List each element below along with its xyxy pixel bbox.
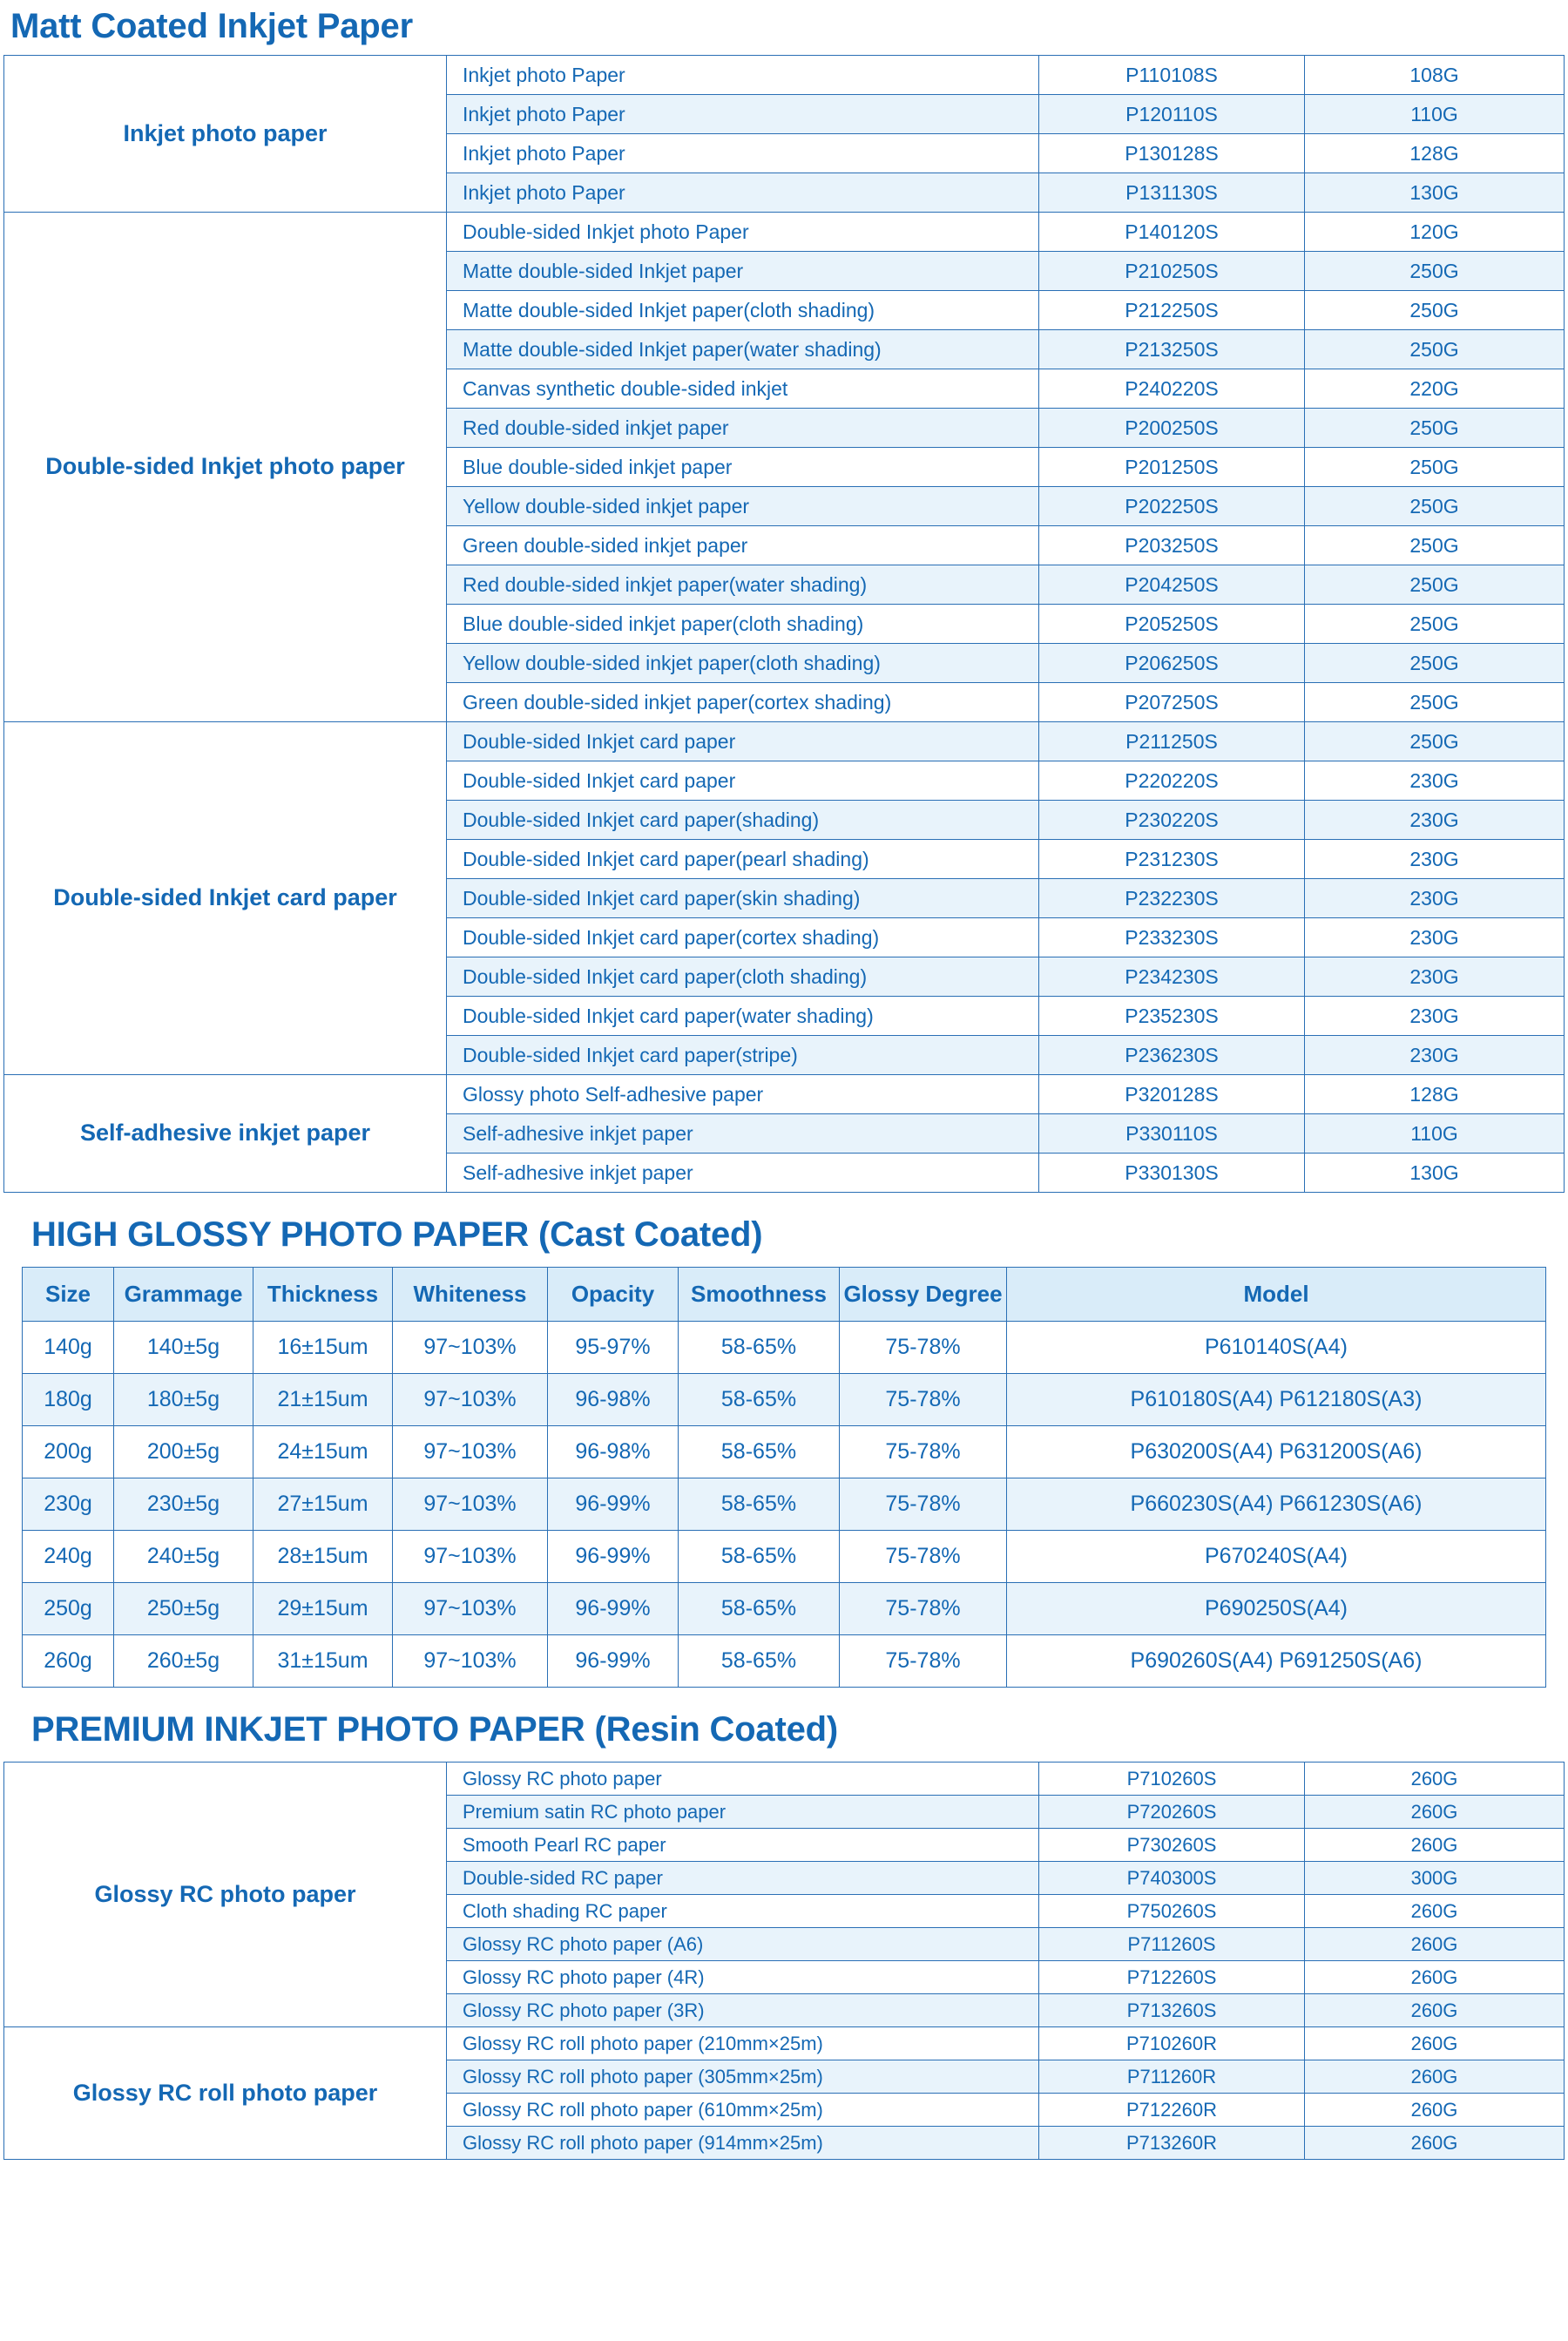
product-name-cell: Double-sided Inkjet photo Paper [447,213,1039,252]
spec-cell: 250g [23,1583,114,1635]
product-grammage-cell: 250G [1305,448,1565,487]
product-name-cell: Glossy RC roll photo paper (210mm×25m) [447,2027,1039,2060]
product-grammage-cell: 230G [1305,879,1565,918]
spec-cell: 95-97% [548,1322,679,1374]
product-grammage-cell: 230G [1305,761,1565,801]
product-model-cell: P710260S [1039,1763,1305,1796]
product-grammage-cell: 250G [1305,644,1565,683]
table-row [4,56,1565,95]
product-name-cell: Glossy RC roll photo paper (610mm×25m) [447,2094,1039,2127]
product-name-cell: Double-sided Inkjet card paper(cortex shading) [447,918,1039,957]
product-grammage-cell: 128G [1305,134,1565,173]
table-row [23,1426,1546,1478]
product-grammage-cell: 230G [1305,957,1565,997]
product-model-cell: P200250S [1039,409,1305,448]
spec-cell: P670240S(A4) [1007,1531,1546,1583]
product-grammage-cell: 260G [1305,1928,1565,1961]
product-name-cell: Matte double-sided Inkjet paper(cloth shading) [447,291,1039,330]
product-name-cell: Green double-sided inkjet paper [447,526,1039,565]
product-model-cell: P201250S [1039,448,1305,487]
product-grammage-cell: 108G [1305,56,1565,95]
product-name-cell: Double-sided Inkjet card paper(shading) [447,801,1039,840]
section-title-high-glossy: HIGH GLOSSY PHOTO PAPER (Cast Coated) [31,1215,763,1254]
spec-cell: 97~103% [393,1478,548,1531]
spec-cell: 75-78% [840,1426,1007,1478]
category-cell: Double-sided Inkjet card paper [4,722,447,1075]
table-row [4,1075,1565,1114]
product-name-cell: Double-sided Inkjet card paper(water shading) [447,997,1039,1036]
product-grammage-cell: 120G [1305,213,1565,252]
premium-rc-table [3,1762,1565,2160]
product-name-cell: Glossy RC photo paper (4R) [447,1961,1039,1994]
product-grammage-cell: 230G [1305,1036,1565,1075]
table-row [23,1531,1546,1583]
table-header-row [23,1268,1546,1322]
product-model-cell: P232230S [1039,879,1305,918]
product-name-cell: Inkjet photo Paper [447,95,1039,134]
spec-cell: P610180S(A4) P612180S(A3) [1007,1374,1546,1426]
product-grammage-cell: 110G [1305,1114,1565,1154]
matt-coated-body [4,56,1565,1193]
spec-cell: 31±15um [253,1635,393,1688]
product-grammage-cell: 130G [1305,1154,1565,1193]
product-name-cell: Glossy RC roll photo paper (914mm×25m) [447,2127,1039,2160]
spec-cell: 96-99% [548,1478,679,1531]
product-grammage-cell: 250G [1305,683,1565,722]
category-cell: Self-adhesive inkjet paper [4,1075,447,1193]
product-model-cell: P236230S [1039,1036,1305,1075]
category-cell: Glossy RC roll photo paper [4,2027,447,2160]
spec-cell: 29±15um [253,1583,393,1635]
product-grammage-cell: 260G [1305,1895,1565,1928]
product-model-cell: P712260R [1039,2094,1305,2127]
product-name-cell: Inkjet photo Paper [447,173,1039,213]
spec-cell: 58-65% [679,1531,840,1583]
product-model-cell: P330130S [1039,1154,1305,1193]
column-header: Thickness [253,1268,393,1322]
table-row [23,1478,1546,1531]
product-model-cell: P711260S [1039,1928,1305,1961]
product-grammage-cell: 250G [1305,330,1565,369]
spec-cell: P610140S(A4) [1007,1322,1546,1374]
spec-cell: 180g [23,1374,114,1426]
spec-cell: 97~103% [393,1426,548,1478]
spec-cell: 21±15um [253,1374,393,1426]
product-name-cell: Glossy RC photo paper (3R) [447,1994,1039,2027]
column-header: Grammage [114,1268,253,1322]
product-model-cell: P740300S [1039,1862,1305,1895]
spec-cell: 260g [23,1635,114,1688]
spec-cell: 96-98% [548,1426,679,1478]
product-model-cell: P233230S [1039,918,1305,957]
product-model-cell: P720260S [1039,1796,1305,1829]
product-model-cell: P235230S [1039,997,1305,1036]
spec-cell: 58-65% [679,1478,840,1531]
product-model-cell: P710260R [1039,2027,1305,2060]
product-name-cell: Red double-sided inkjet paper [447,409,1039,448]
product-model-cell: P206250S [1039,644,1305,683]
product-name-cell: Double-sided RC paper [447,1862,1039,1895]
product-grammage-cell: 260G [1305,2060,1565,2094]
product-name-cell: Green double-sided inkjet paper(cortex shading) [447,683,1039,722]
product-model-cell: P713260S [1039,1994,1305,2027]
product-name-cell: Matte double-sided Inkjet paper(water shading) [447,330,1039,369]
product-name-cell: Yellow double-sided inkjet paper [447,487,1039,526]
spec-cell: 230±5g [114,1478,253,1531]
product-name-cell: Double-sided Inkjet card paper(skin shading) [447,879,1039,918]
spec-cell: P690260S(A4) P691250S(A6) [1007,1635,1546,1688]
product-model-cell: P234230S [1039,957,1305,997]
product-model-cell: P210250S [1039,252,1305,291]
product-grammage-cell: 250G [1305,252,1565,291]
table-row [23,1635,1546,1688]
product-name-cell: Double-sided Inkjet card paper [447,722,1039,761]
table-row [4,213,1565,252]
spec-cell: 140g [23,1322,114,1374]
spec-cell: 97~103% [393,1531,548,1583]
product-name-cell: Inkjet photo Paper [447,134,1039,173]
spec-cell: 75-78% [840,1583,1007,1635]
column-header: Size [23,1268,114,1322]
product-grammage-cell: 130G [1305,173,1565,213]
product-model-cell: P204250S [1039,565,1305,605]
spec-cell: 75-78% [840,1478,1007,1531]
column-header: Opacity [548,1268,679,1322]
product-grammage-cell: 250G [1305,605,1565,644]
spec-cell: 200g [23,1426,114,1478]
product-model-cell: P213250S [1039,330,1305,369]
category-cell: Glossy RC photo paper [4,1763,447,2027]
product-name-cell: Glossy RC photo paper [447,1763,1039,1796]
column-header: Glossy Degree [840,1268,1007,1322]
product-model-cell: P205250S [1039,605,1305,644]
product-model-cell: P713260R [1039,2127,1305,2160]
product-name-cell: Inkjet photo Paper [447,56,1039,95]
product-grammage-cell: 260G [1305,2094,1565,2127]
product-grammage-cell: 300G [1305,1862,1565,1895]
product-model-cell: P712260S [1039,1961,1305,1994]
spec-cell: P630200S(A4) P631200S(A6) [1007,1426,1546,1478]
product-grammage-cell: 230G [1305,801,1565,840]
spec-cell: 58-65% [679,1374,840,1426]
product-model-cell: P711260R [1039,2060,1305,2094]
product-grammage-cell: 260G [1305,1763,1565,1796]
product-name-cell: Glossy RC roll photo paper (305mm×25m) [447,2060,1039,2094]
spec-cell: 260±5g [114,1635,253,1688]
spec-cell: 200±5g [114,1426,253,1478]
product-model-cell: P110108S [1039,56,1305,95]
product-grammage-cell: 250G [1305,291,1565,330]
product-model-cell: P211250S [1039,722,1305,761]
spec-cell: 28±15um [253,1531,393,1583]
product-name-cell: Red double-sided inkjet paper(water shading) [447,565,1039,605]
spec-cell: 140±5g [114,1322,253,1374]
product-name-cell: Double-sided Inkjet card paper(pearl shading) [447,840,1039,879]
table-row [4,1763,1565,1796]
product-grammage-cell: 128G [1305,1075,1565,1114]
product-name-cell: Blue double-sided inkjet paper [447,448,1039,487]
product-grammage-cell: 230G [1305,918,1565,957]
spec-cell: 58-65% [679,1583,840,1635]
spec-cell: 75-78% [840,1374,1007,1426]
product-name-cell: Cloth shading RC paper [447,1895,1039,1928]
product-model-cell: P330110S [1039,1114,1305,1154]
product-model-cell: P320128S [1039,1075,1305,1114]
product-grammage-cell: 250G [1305,526,1565,565]
column-header: Smoothness [679,1268,840,1322]
product-grammage-cell: 220G [1305,369,1565,409]
high-glossy-spec-table [22,1267,1546,1688]
product-grammage-cell: 260G [1305,1796,1565,1829]
spec-cell: 250±5g [114,1583,253,1635]
category-cell: Double-sided Inkjet photo paper [4,213,447,722]
spec-cell: P690250S(A4) [1007,1583,1546,1635]
spec-cell: 96-98% [548,1374,679,1426]
product-model-cell: P203250S [1039,526,1305,565]
spec-cell: 97~103% [393,1635,548,1688]
table-row [23,1583,1546,1635]
page-title-matt-coated: Matt Coated Inkjet Paper [10,7,413,45]
product-grammage-cell: 260G [1305,1961,1565,1994]
category-cell: Inkjet photo paper [4,56,447,213]
product-name-cell: Yellow double-sided inkjet paper(cloth shading) [447,644,1039,683]
product-grammage-cell: 110G [1305,95,1565,134]
product-model-cell: P120110S [1039,95,1305,134]
section-title-premium-rc: PREMIUM INKJET PHOTO PAPER (Resin Coated) [31,1710,838,1749]
table-row [4,2027,1565,2060]
spec-cell: 180±5g [114,1374,253,1426]
product-grammage-cell: 260G [1305,2027,1565,2060]
product-model-cell: P207250S [1039,683,1305,722]
product-model-cell: P750260S [1039,1895,1305,1928]
product-model-cell: P131130S [1039,173,1305,213]
spec-cell: 240g [23,1531,114,1583]
high-glossy-header [23,1268,1546,1322]
product-model-cell: P240220S [1039,369,1305,409]
spec-cell: 75-78% [840,1531,1007,1583]
product-grammage-cell: 260G [1305,1994,1565,2027]
high-glossy-body [23,1322,1546,1688]
table-row [23,1374,1546,1426]
product-name-cell: Glossy photo Self-adhesive paper [447,1075,1039,1114]
product-grammage-cell: 250G [1305,565,1565,605]
matt-coated-table [3,55,1565,1193]
premium-rc-body [4,1763,1565,2160]
product-name-cell: Smooth Pearl RC paper [447,1829,1039,1862]
product-name-cell: Self-adhesive inkjet paper [447,1114,1039,1154]
spec-cell: 230g [23,1478,114,1531]
spec-cell: 58-65% [679,1635,840,1688]
table-row [23,1322,1546,1374]
product-name-cell: Self-adhesive inkjet paper [447,1154,1039,1193]
product-model-cell: P140120S [1039,213,1305,252]
product-grammage-cell: 250G [1305,487,1565,526]
product-name-cell: Double-sided Inkjet card paper(cloth shading) [447,957,1039,997]
product-name-cell: Double-sided Inkjet card paper [447,761,1039,801]
spec-cell: 97~103% [393,1374,548,1426]
spec-cell: 58-65% [679,1322,840,1374]
product-grammage-cell: 260G [1305,1829,1565,1862]
spec-cell: 75-78% [840,1635,1007,1688]
column-header: Model [1007,1268,1546,1322]
product-name-cell: Canvas synthetic double-sided inkjet [447,369,1039,409]
product-name-cell: Matte double-sided Inkjet paper [447,252,1039,291]
spec-cell: 96-99% [548,1531,679,1583]
spec-cell: 27±15um [253,1478,393,1531]
product-model-cell: P220220S [1039,761,1305,801]
spec-cell: P660230S(A4) P661230S(A6) [1007,1478,1546,1531]
product-grammage-cell: 250G [1305,722,1565,761]
product-grammage-cell: 260G [1305,2127,1565,2160]
table-row [4,722,1565,761]
spec-cell: 97~103% [393,1583,548,1635]
product-grammage-cell: 230G [1305,997,1565,1036]
product-name-cell: Blue double-sided inkjet paper(cloth shading) [447,605,1039,644]
product-model-cell: P130128S [1039,134,1305,173]
column-header: Whiteness [393,1268,548,1322]
spec-cell: 96-99% [548,1635,679,1688]
spec-cell: 240±5g [114,1531,253,1583]
spec-cell: 75-78% [840,1322,1007,1374]
spec-cell: 24±15um [253,1426,393,1478]
spec-cell: 97~103% [393,1322,548,1374]
product-model-cell: P202250S [1039,487,1305,526]
product-model-cell: P730260S [1039,1829,1305,1862]
product-grammage-cell: 250G [1305,409,1565,448]
product-model-cell: P212250S [1039,291,1305,330]
product-model-cell: P230220S [1039,801,1305,840]
product-model-cell: P231230S [1039,840,1305,879]
product-name-cell: Double-sided Inkjet card paper(stripe) [447,1036,1039,1075]
spec-cell: 16±15um [253,1322,393,1374]
product-grammage-cell: 230G [1305,840,1565,879]
product-name-cell: Premium satin RC photo paper [447,1796,1039,1829]
product-name-cell: Glossy RC photo paper (A6) [447,1928,1039,1961]
spec-cell: 96-99% [548,1583,679,1635]
spec-cell: 58-65% [679,1426,840,1478]
